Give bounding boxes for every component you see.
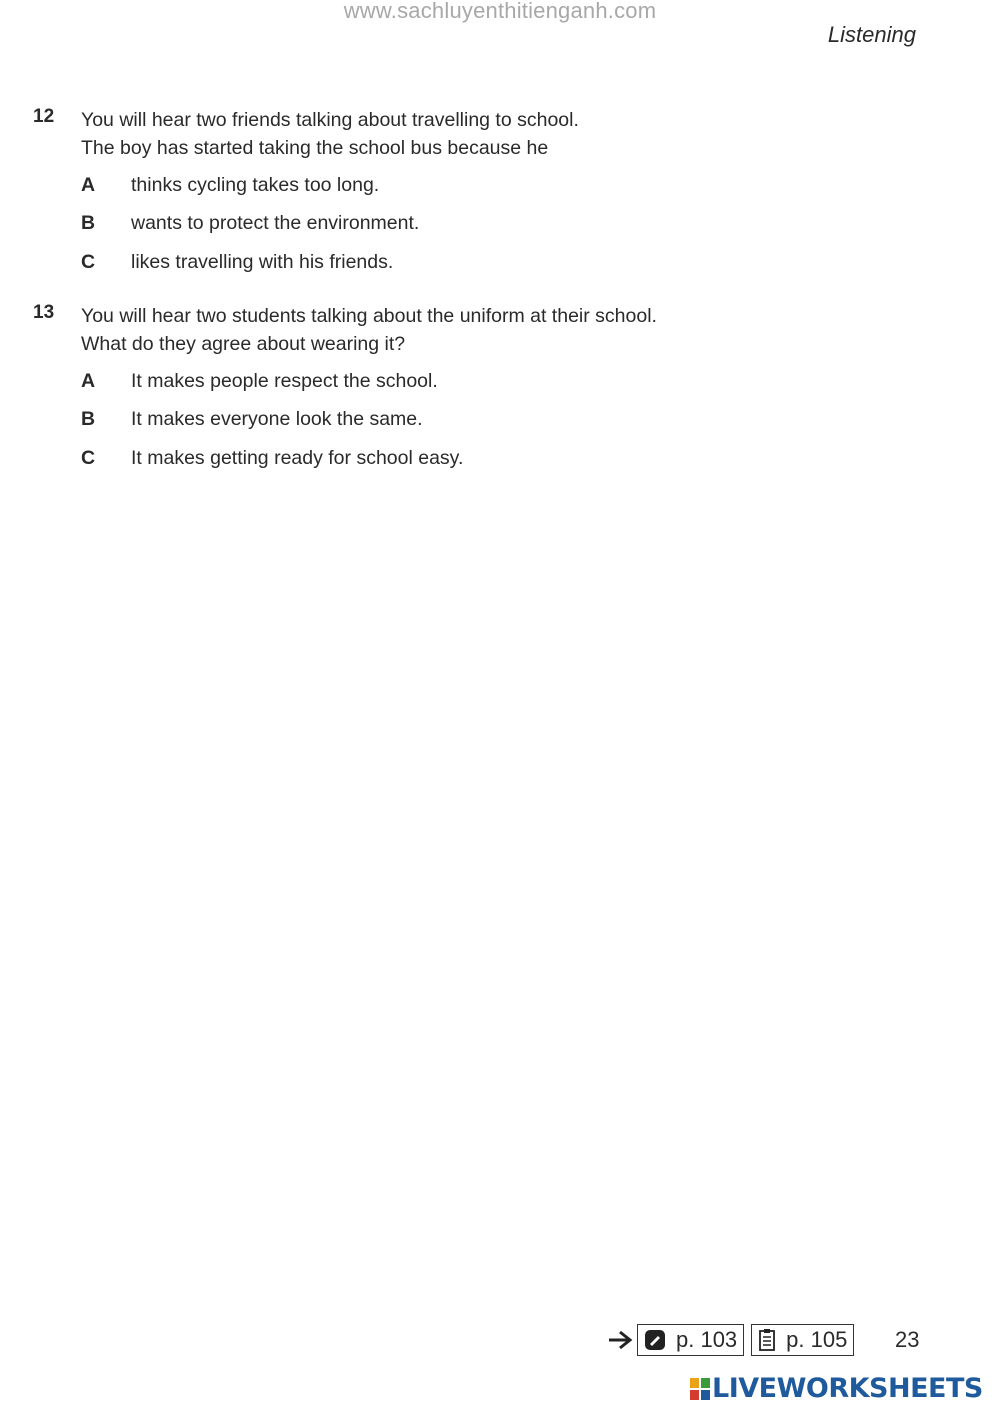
reference-label: p. 103 — [676, 1327, 738, 1352]
option-letter: A — [81, 174, 96, 196]
prompt-line: You will hear two friends talking about travelling to school. — [81, 109, 579, 131]
option-text: It makes getting ready for school easy. — [131, 447, 464, 469]
watermark-url: www.sachluyenthitienganh.com — [343, 0, 657, 23]
option-text: likes travelling with his friends. — [131, 251, 394, 273]
option-text: thinks cycling takes too long. — [131, 174, 380, 196]
page-number: 23 — [895, 1327, 920, 1352]
question-prompt — [81, 302, 657, 358]
section-title: Listening — [827, 22, 916, 47]
option-letter: B — [81, 408, 96, 430]
reference-notebook[interactable] — [751, 1324, 854, 1356]
page-references — [608, 1323, 861, 1357]
brand-logo[interactable] — [690, 1373, 983, 1404]
option-letter: C — [81, 251, 96, 273]
question-prompt — [81, 106, 579, 162]
reference-speaking[interactable] — [637, 1324, 744, 1356]
option-letter: B — [81, 212, 96, 234]
prompt-line: The boy has started taking the school bus because he — [81, 137, 549, 159]
liveworksheets-logo-icon — [690, 1378, 710, 1400]
option-text: It makes people respect the school. — [131, 370, 438, 392]
brand-name: LIVEWORKSHEETS — [712, 1373, 983, 1404]
prompt-line: What do they agree about wearing it? — [81, 333, 406, 355]
prompt-line: You will hear two students talking about the uniform at their school. — [81, 305, 657, 327]
question-number: 12 — [33, 106, 55, 127]
option-text: wants to protect the environment. — [131, 212, 420, 234]
question-number: 13 — [33, 302, 55, 323]
option-letter: C — [81, 447, 96, 469]
arrow-right-icon — [608, 1330, 634, 1350]
option-letter: A — [81, 370, 96, 392]
reference-label: p. 105 — [786, 1327, 848, 1352]
notebook-icon — [758, 1328, 776, 1352]
speech-icon — [644, 1329, 666, 1351]
option-text: It makes everyone look the same. — [131, 408, 423, 430]
